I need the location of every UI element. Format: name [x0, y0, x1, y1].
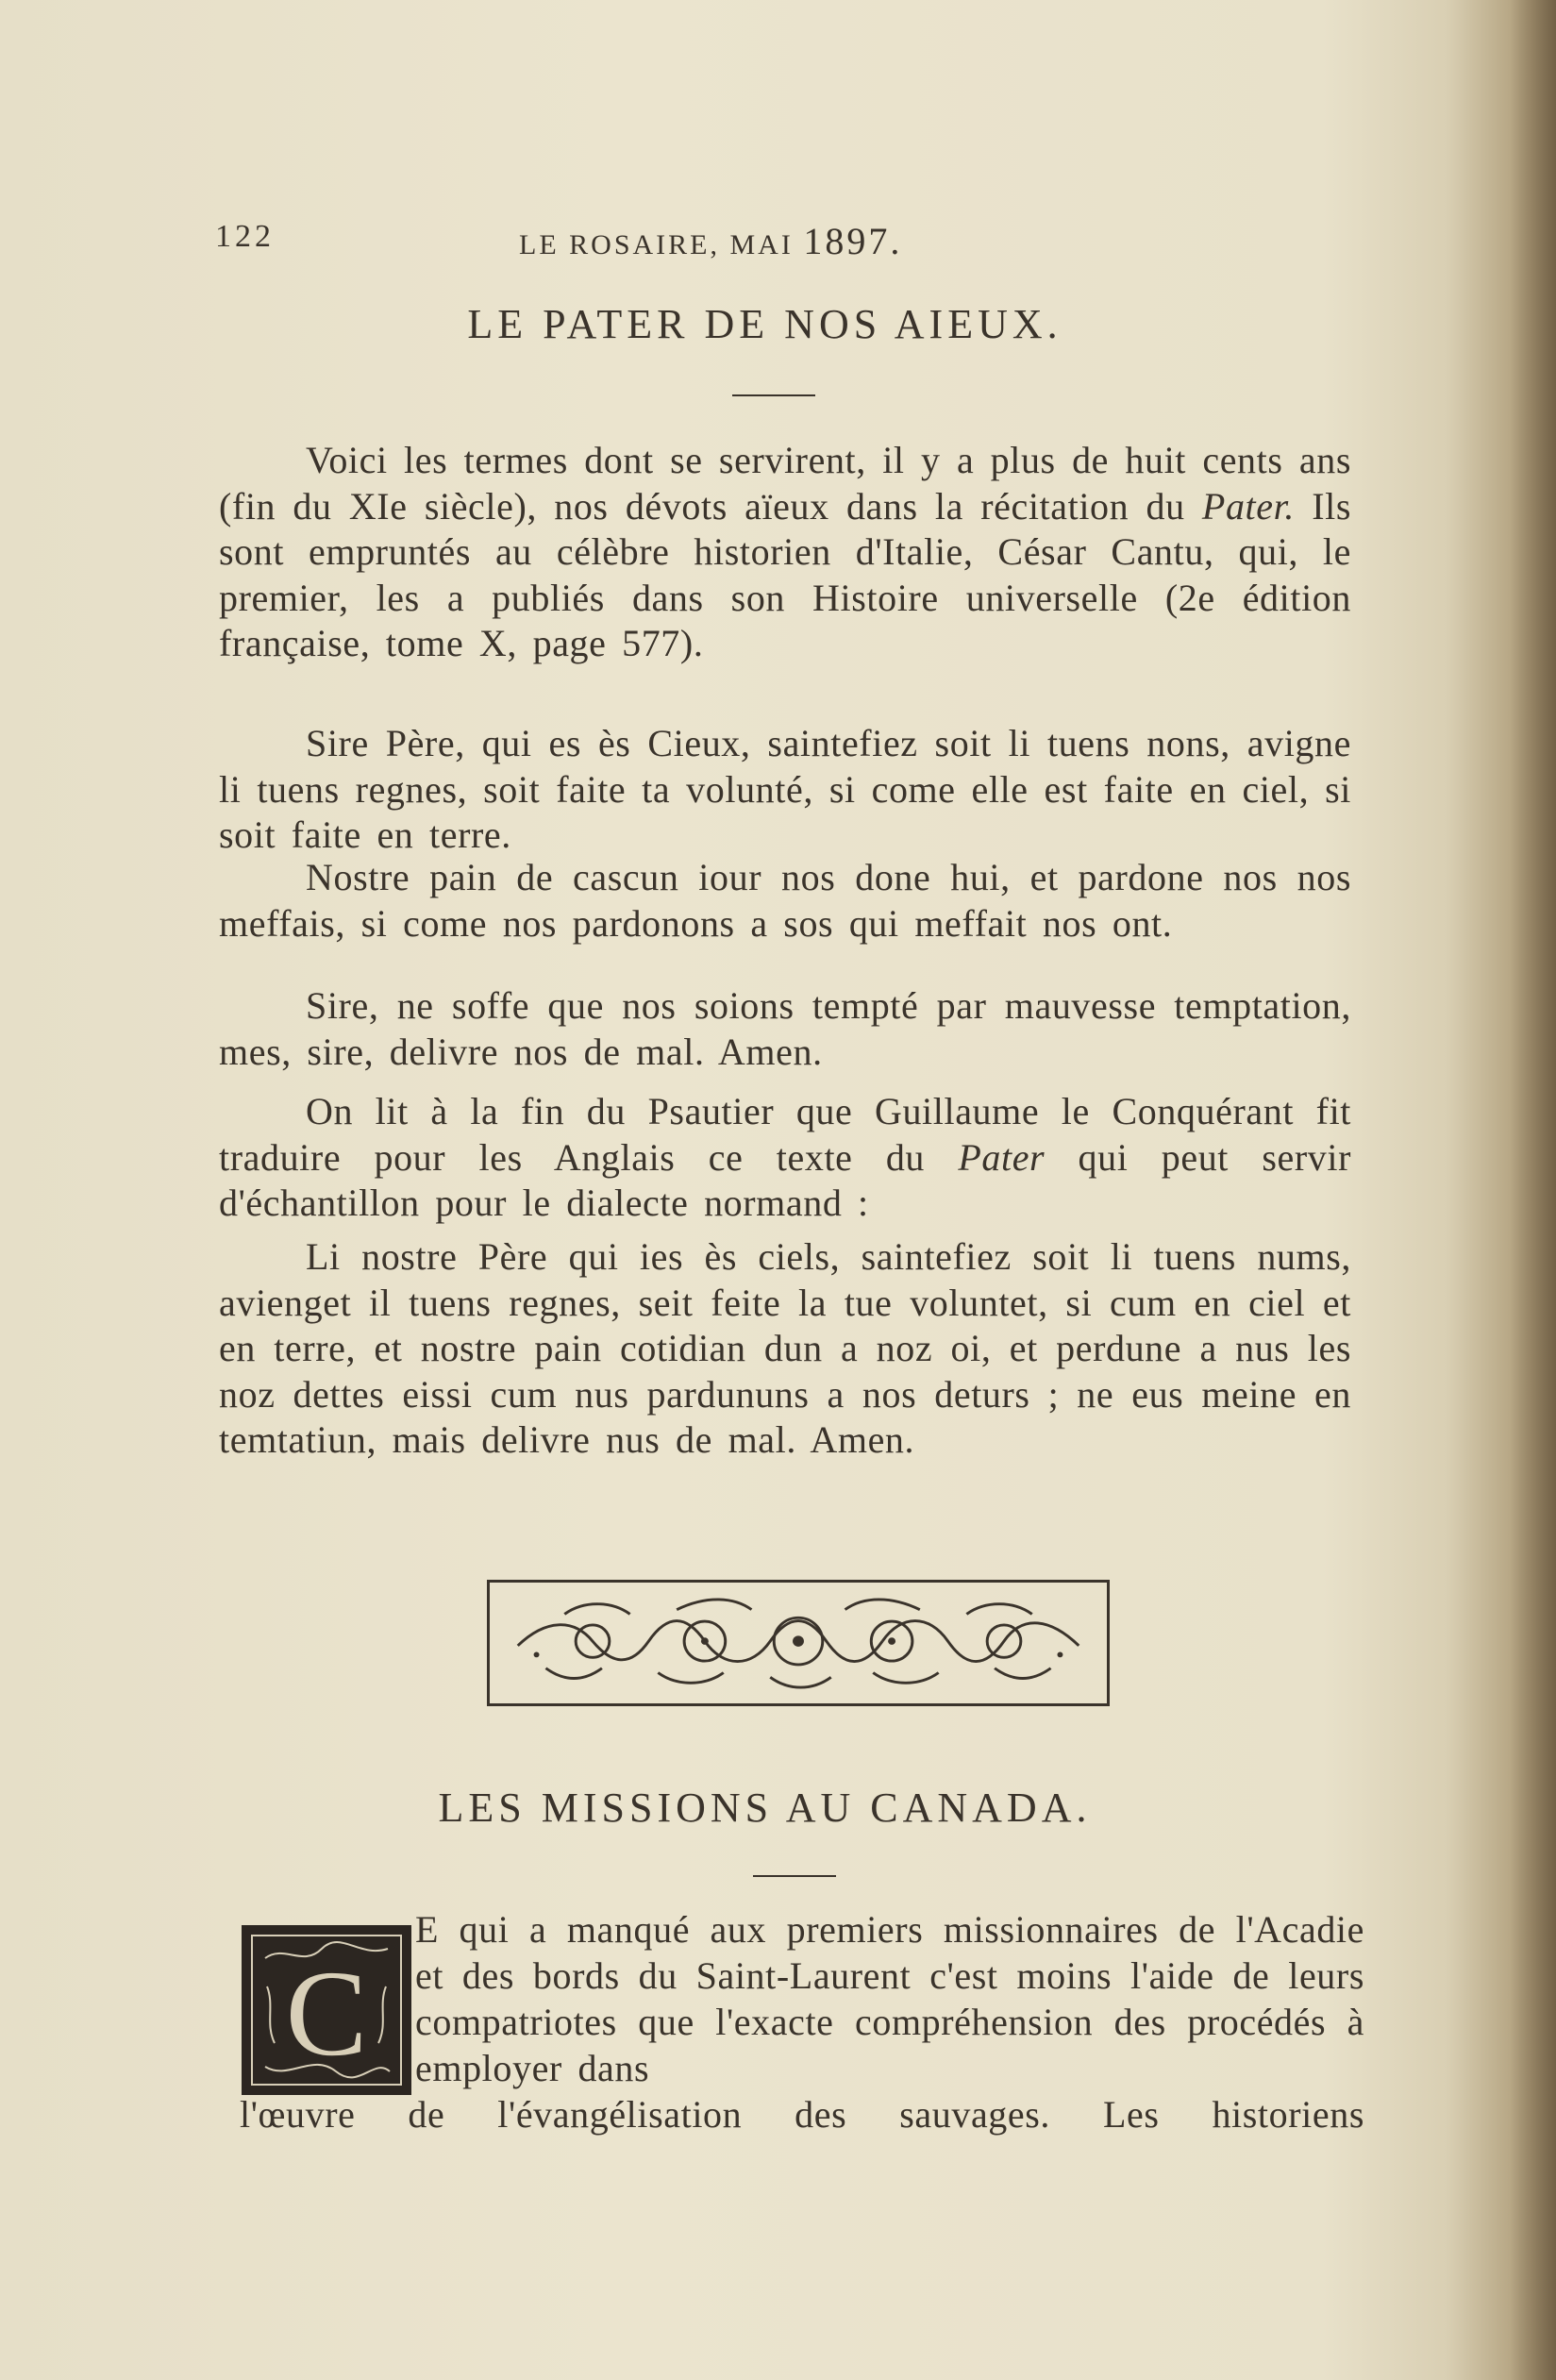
running-head-text: LE ROSAIRE, MAI — [519, 229, 794, 260]
paragraph-missions-continued: l'œuvre de l'évangélisation des sauvages. Les historiens — [240, 2093, 1364, 2136]
paragraph-psautier — [219, 1089, 1351, 1227]
dropcap-letter: C — [285, 1946, 368, 2082]
page-gutter-shadow — [1511, 0, 1556, 2380]
paragraph-text: qui peut servir d'échantillon pour le dialecte normand : — [219, 1135, 1351, 1224]
paragraph-intro — [219, 438, 1351, 667]
paragraph-text: Ils sont empruntés au célèbre historien d'Italie, César Cantu, qui, le premier, les a publiés dans son Histoire universelle (2e édition française, tome X, page 577). — [219, 484, 1352, 664]
paragraph-prayer-2: Nostre pain de cascun iour nos done hui, et pardone nos nos meffais, si come nos pardonons a sos qui meffait nos ont. — [219, 856, 1351, 945]
article-title-pater: LE PATER DE NOS AIEUX. — [467, 301, 1062, 347]
page-number: 122 — [215, 219, 275, 254]
title-rule — [732, 394, 815, 396]
article-title-missions: LES MISSIONS AU CANADA. — [438, 1785, 1092, 1831]
paragraph-text: Voici les termes dont se servirent, il y a plus de huit cents ans (fin du XIe siècle), nos dévots aïeux dans la récitation du — [219, 439, 1351, 528]
running-head-year: 1897. — [803, 220, 903, 262]
ornamental-letter-c-icon — [246, 1930, 407, 2090]
paragraph-missions-lead: E qui a manqué aux premiers missionnaires de l'Acadie et des bords du Saint-Laurent c'est moins l'aide de leurs compatriotes que l'exacte compréhension des procédés à employer dans — [415, 1908, 1364, 2089]
dropcap — [242, 1925, 411, 2095]
paragraph-prayer-3: Sire, ne soffe que nos soions tempté par mauvesse temptation, mes, sire, delivre nos de mal. Amen. — [219, 984, 1351, 1073]
paragraph-text: On lit à la fin du Psautier que Guillaume le Conquérant fit traduire pour les Anglais ce texte du — [219, 1090, 1351, 1179]
italic-pater: Pater — [958, 1135, 1046, 1179]
italic-pater: Pater. — [1201, 484, 1295, 528]
title-rule — [753, 1875, 836, 1877]
scroll-ornament-icon — [490, 1583, 1107, 1703]
paragraph-prayer-1: Sire Père, qui es ès Cieux, saintefiez soit li tuens nons, avigne li tuens regnes, soit faite ta volunté, si come elle est faite en ciel, si soit faite en terre. — [219, 722, 1351, 856]
decorative-ornament — [487, 1580, 1110, 1706]
page-header — [215, 219, 1187, 266]
paragraph-norman-prayer: Li nostre Père qui ies ès ciels, saintefiez soit li tuens nums, avienget il tuens regnes, seit feite la tue voluntet, si cum en ciel et en terre, et nostre pain cotidian dun a noz oi, et perdune a nus les noz dettes eissi cum nus pardununs a nos deturs ; ne eus meine en temtatiun, mais delivre nus de mal. Amen. — [219, 1235, 1351, 1461]
running-head — [519, 219, 902, 263]
